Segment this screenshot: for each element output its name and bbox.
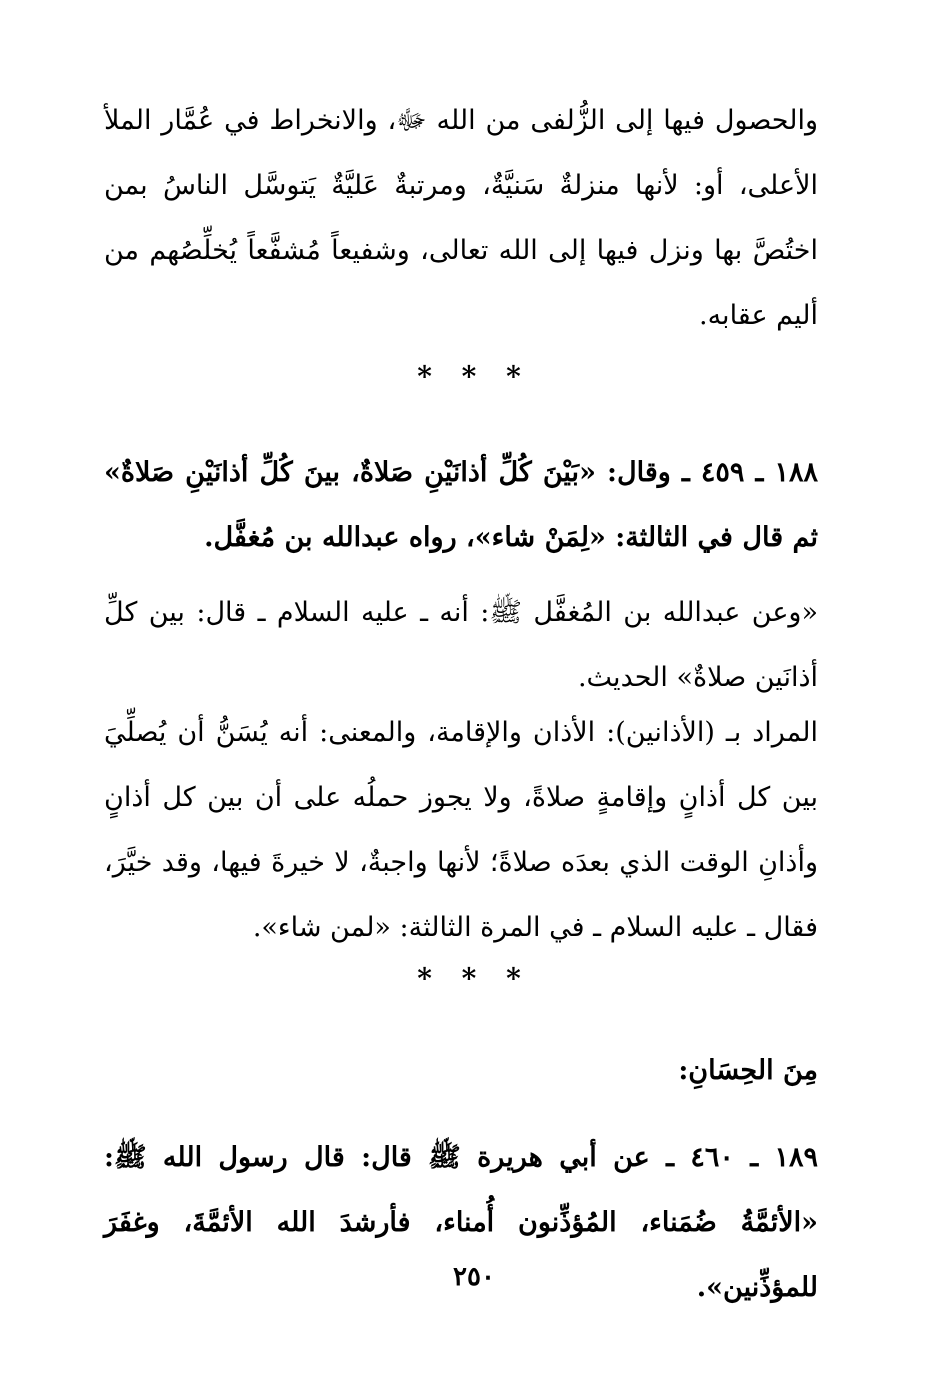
paragraph-explanation-adhanayn: المراد بـ (الأذانين): الأذان والإقامة، والمعنى: أنه يُسَنُّ أن يُصلِّيَ بين كل أذانٍ وإقامةٍ صلاةً، ولا يجوز حملُه على أن بين كل أذانٍ وأذانِ الوقت الذي بعدَه صلاةً؛ لأنها واجبةٌ، لا خيرةَ فيها، وقد خيَّرَ، فقال ـ عليه السلام ـ في المرة الثالثة: «لمن شاء». [104,717,818,943]
section-separator-1: * * * [417,360,531,393]
hadith-189: ١٨٩ ـ ٤٦٠ ـ عن أبي هريرة ﷺ قال: قال رسول الله ﷺ: «الأئمَّةُ ضُمَناء، المُؤذِّنون أُمناء، فأرشدَ الله الأئمَّةَ، وغفَرَ للمؤذِّنين». [104,1142,818,1303]
paragraph-commentary-end: والحصول فيها إلى الزُّلفى من الله ﷻ، والانخراط في عُمَّار الملأ الأعلى، أو: لأنها منزلةٌ سَنيَّةٌ، ومرتبةٌ عَليَّةٌ يَتوسَّل الناسُ بمن اختُصَّ بها ونزل فيها إلى الله تعالى، وشفيعاً مُشفَّعاً يُخلِّصُهم من أليم عقابه. [104,105,818,331]
hadith-188: ١٨٨ ـ ٤٥٩ ـ وقال: «بَيْنَ كُلِّ أذانَيْنِ صَلاةٌ، بينَ كُلِّ أذانَيْنِ صَلاةٌ» ثم قال في الثالثة: «لِمَنْ شاء»، رواه عبدالله بن مُغفَّل. [104,457,818,553]
paragraph-quote-mughaffal: «وعن عبدالله بن المُغفَّل ﷺ: أنه ـ عليه السلام ـ قال: بين كلِّ أذانَين صلاةٌ» الحديث. [104,597,818,693]
section-separator-2: * * * [417,962,531,995]
page-number: ٢٥٠ [453,1262,495,1292]
section-heading-hisan: مِنَ الحِسَانِ: [678,1055,818,1086]
